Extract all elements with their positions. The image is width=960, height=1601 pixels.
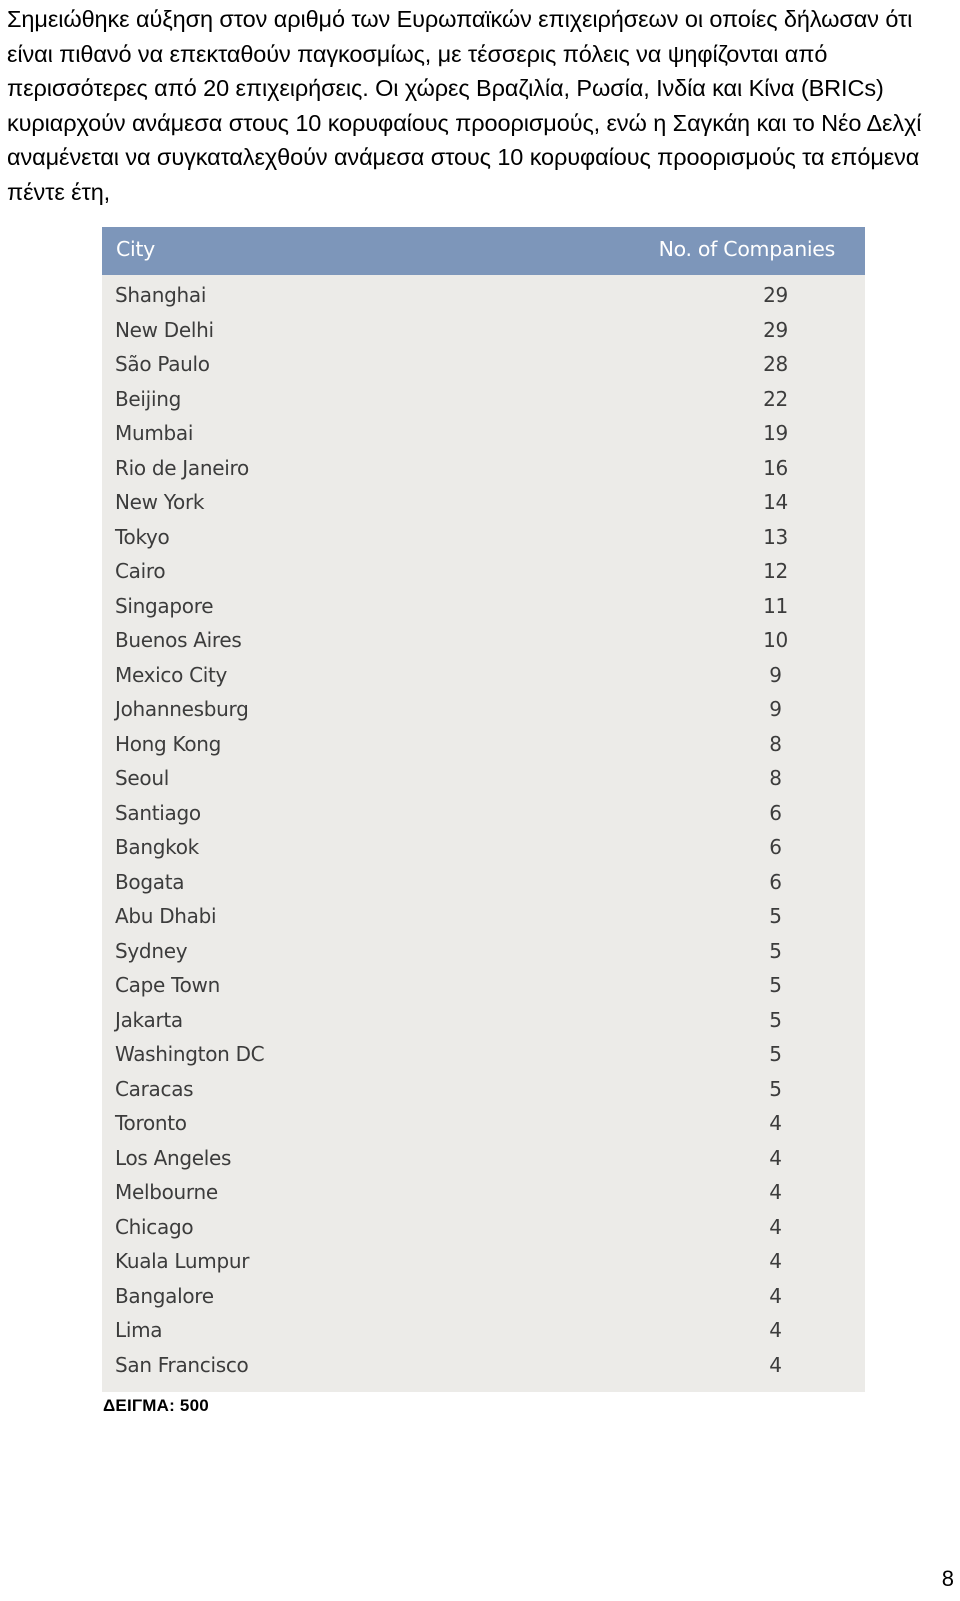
companies-count-cell: 6 [769,800,782,825]
table-row [102,864,865,899]
city-cell: Sydney [115,938,188,963]
companies-count-cell: 22 [763,386,788,411]
companies-count-cell: 28 [763,352,788,376]
city-cell: Johannesburg [115,697,249,721]
table-row [102,1036,865,1071]
table-body [102,277,865,1381]
table-row [102,657,865,692]
table-row [102,1209,865,1244]
city-cell: Los Angeles [115,1145,232,1170]
city-cell: Santiago [115,800,201,825]
companies-count-cell: 10 [763,628,788,652]
table-row [102,553,865,588]
companies-count-cell: 11 [763,593,788,618]
city-cell: Chicago [115,1214,194,1239]
city-cell: Shanghai [115,283,207,307]
table-row [102,1243,865,1278]
table-row [102,898,865,933]
table-row [102,312,865,347]
table-row [102,1002,865,1037]
companies-count-cell: 5 [769,938,782,963]
table-row [102,450,865,485]
column-header-city: City [116,237,155,261]
city-cell: Cape Town [115,973,220,997]
companies-count-cell: 4 [769,1283,782,1308]
table-row [102,829,865,864]
companies-count-cell: 29 [763,317,788,342]
table-row [102,1312,865,1347]
city-cell: Buenos Aires [115,628,242,652]
companies-count-cell: 8 [769,731,782,756]
table-row [102,760,865,795]
companies-count-cell: 14 [763,490,788,514]
table-row [102,967,865,1002]
companies-count-cell: 6 [769,835,782,859]
companies-count-cell: 4 [769,1249,782,1273]
companies-count-cell: 9 [769,697,782,721]
intro-paragraph: Σημειώθηκε αύξηση στον αριθμό των Ευρωπαϊκών επιχειρήσεων οι οποίες δήλωσαν ότι είναι πιθανό να επεκταθούν παγκοσμίως, με τέσσερις πόλεις να ψηφίζονται από περισσότερες από 20 επιχειρήσεις. Οι χώρες Βραζιλία, Ρωσία, Ινδία και Κίνα (BRICs) κυριαρχούν ανάμεσα στους 10 κορυφαίους προορισμούς, ενώ η Σαγκάη και το Νέο Δελχί αναμένεται να συγκαταλεχθούν ανάμεσα στους 10 κορυφαίους προορισμούς τα επόμενα πέντε έτη, [7,6,922,205]
companies-count-cell: 29 [763,283,788,307]
city-cell: Kuala Lumpur [115,1249,250,1273]
city-cell: San Francisco [115,1352,249,1377]
companies-count-cell: 5 [769,973,782,997]
city-cell: Abu Dhabi [115,904,217,928]
city-cell: New York [115,490,205,514]
companies-count-cell: 9 [769,662,782,687]
table-row [102,933,865,968]
table-row [102,588,865,623]
table-row [102,1105,865,1140]
table-row [102,795,865,830]
table-row [102,1071,865,1106]
companies-count-cell: 4 [769,1111,782,1135]
table-row [102,346,865,381]
table-row [102,1174,865,1209]
city-cell: Mumbai [115,421,194,445]
city-cell: Bogata [115,869,185,894]
cities-table [102,227,865,1392]
column-header-companies: No. of Companies [658,237,835,261]
table-row [102,1140,865,1175]
table-row [102,1347,865,1382]
city-cell: Rio de Janeiro [115,455,249,480]
table-row [102,415,865,450]
city-cell: São Paulo [115,352,210,376]
companies-count-cell: 12 [763,559,788,583]
city-cell: New Delhi [115,317,214,342]
city-cell: Tokyo [115,524,170,549]
city-cell: Lima [115,1318,163,1342]
city-cell: Cairo [115,559,166,583]
table-row [102,1278,865,1313]
table-row [102,691,865,726]
city-cell: Caracas [115,1076,194,1101]
city-cell: Seoul [115,766,169,790]
city-cell: Bangkok [115,835,199,859]
city-cell: Hong Kong [115,731,222,756]
companies-count-cell: 16 [763,455,788,480]
companies-count-cell: 4 [769,1352,782,1377]
city-cell: Bangalore [115,1283,214,1308]
table-row [102,381,865,416]
companies-count-cell: 6 [769,869,782,894]
companies-count-cell: 5 [769,904,782,928]
sample-size-label: ΔΕΙΓΜΑ: 500 [103,1396,209,1415]
city-cell: Singapore [115,593,214,618]
companies-count-cell: 13 [763,524,788,549]
companies-count-cell: 4 [769,1318,782,1342]
city-cell: Toronto [115,1111,187,1135]
table-row [102,519,865,554]
table-row [102,726,865,761]
companies-count-cell: 19 [763,421,788,445]
companies-count-cell: 4 [769,1214,782,1239]
city-cell: Mexico City [115,662,228,687]
city-cell: Melbourne [115,1180,218,1204]
table-row [102,277,865,312]
companies-count-cell: 5 [769,1076,782,1101]
table-row [102,622,865,657]
companies-count-cell: 4 [769,1180,782,1204]
table-header [102,227,865,275]
page-number: 8 [941,1566,954,1591]
table-row [102,484,865,519]
city-cell: Jakarta [115,1007,183,1032]
companies-count-cell: 4 [769,1145,782,1170]
city-cell: Beijing [115,386,181,411]
city-cell: Washington DC [115,1042,265,1066]
companies-count-cell: 5 [769,1042,782,1066]
companies-count-cell: 5 [769,1007,782,1032]
companies-count-cell: 8 [769,766,782,790]
